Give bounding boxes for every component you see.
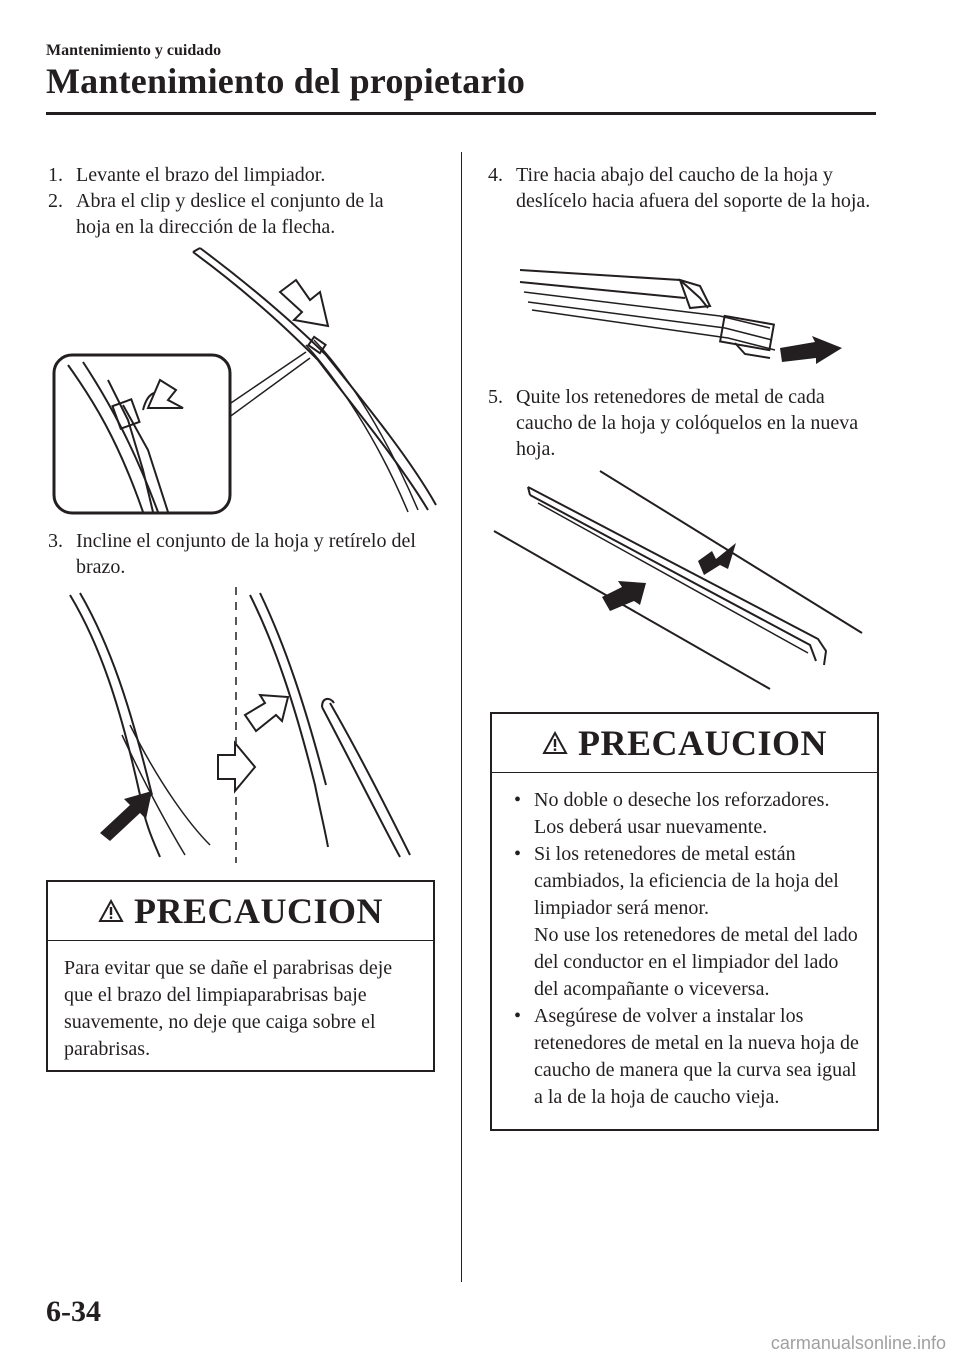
bullet-text-extra: No use los retenedores de metal del lado del conductor en el limpiador del lado del acompañante o viceversa. [534,924,858,1000]
page-number: 6-34 [46,1295,101,1328]
caution-box-2 [490,712,879,1131]
warning-triangle-icon [98,899,124,923]
step-text: Quite los retenedores de metal de cada caucho de la hoja y colóquelos en la nueva hoja. [516,386,859,460]
bullet-text: Asegúrese de volver a instalar los retenedores de metal en la nueva hoja de caucho de manera que la curva sea igual a la de la hoja de caucho vieja. [534,1005,859,1108]
caution-header [48,882,433,941]
caution-bullets [492,773,877,1125]
bullet-dot: • [514,843,522,865]
step-1 [48,162,438,188]
caution-text: Para evitar que se dañe el parabrisas deje que el brazo del limpiaparabrisas baje suavemente, no deje que caiga sobre el parabrisas. [64,957,393,1060]
page-title: Mantenimiento del propietario [46,61,526,101]
step-text: Incline el conjunto de la hoja y retírelo del brazo. [76,530,416,578]
bullet-text: No doble o deseche los reforzadores. Los deberá usar nuevamente. [534,789,830,838]
watermark: carmanualsonline.info [770,1333,946,1353]
bullet-dot: • [514,1005,522,1027]
step-number: 1. [48,164,63,186]
step-number: 3. [48,530,63,552]
blade-removal-illustration [60,585,430,865]
caution-header [492,714,877,773]
warning-triangle-icon [542,731,568,755]
step-2 [48,188,420,240]
step-number: 4. [488,164,503,186]
bullet-item [508,1003,861,1111]
metal-retainer-illustration [490,465,880,695]
caution-heading: PRECAUCION [133,891,383,931]
bullet-item [508,787,861,841]
bullet-text: Si los retenedores de metal están cambiados, la eficiencia de la hoja del limpiador será menor. [534,843,839,919]
wiper-clip-illustration [48,240,438,520]
caution-box-1 [46,880,435,1072]
step-number: 5. [488,386,503,408]
bullet-item [508,841,861,1003]
rubber-pull-illustration [510,258,850,378]
step-3 [48,528,438,580]
title-rule [46,112,876,115]
bullet-dot: • [514,789,522,811]
step-4 [488,162,878,214]
caution-heading: PRECAUCION [577,723,827,763]
step-number: 2. [48,190,63,212]
section-label: Mantenimiento y cuidado [46,42,222,59]
step-text: Levante el brazo del limpiador. [76,164,326,186]
step-5 [488,384,878,462]
step-text: Tire hacia abajo del caucho de la hoja y deslícelo hacia afuera del soporte de la hoja. [516,164,871,212]
step-text: Abra el clip y deslice el conjunto de la hoja en la dirección de la flecha. [76,190,384,238]
column-divider [461,152,462,1282]
